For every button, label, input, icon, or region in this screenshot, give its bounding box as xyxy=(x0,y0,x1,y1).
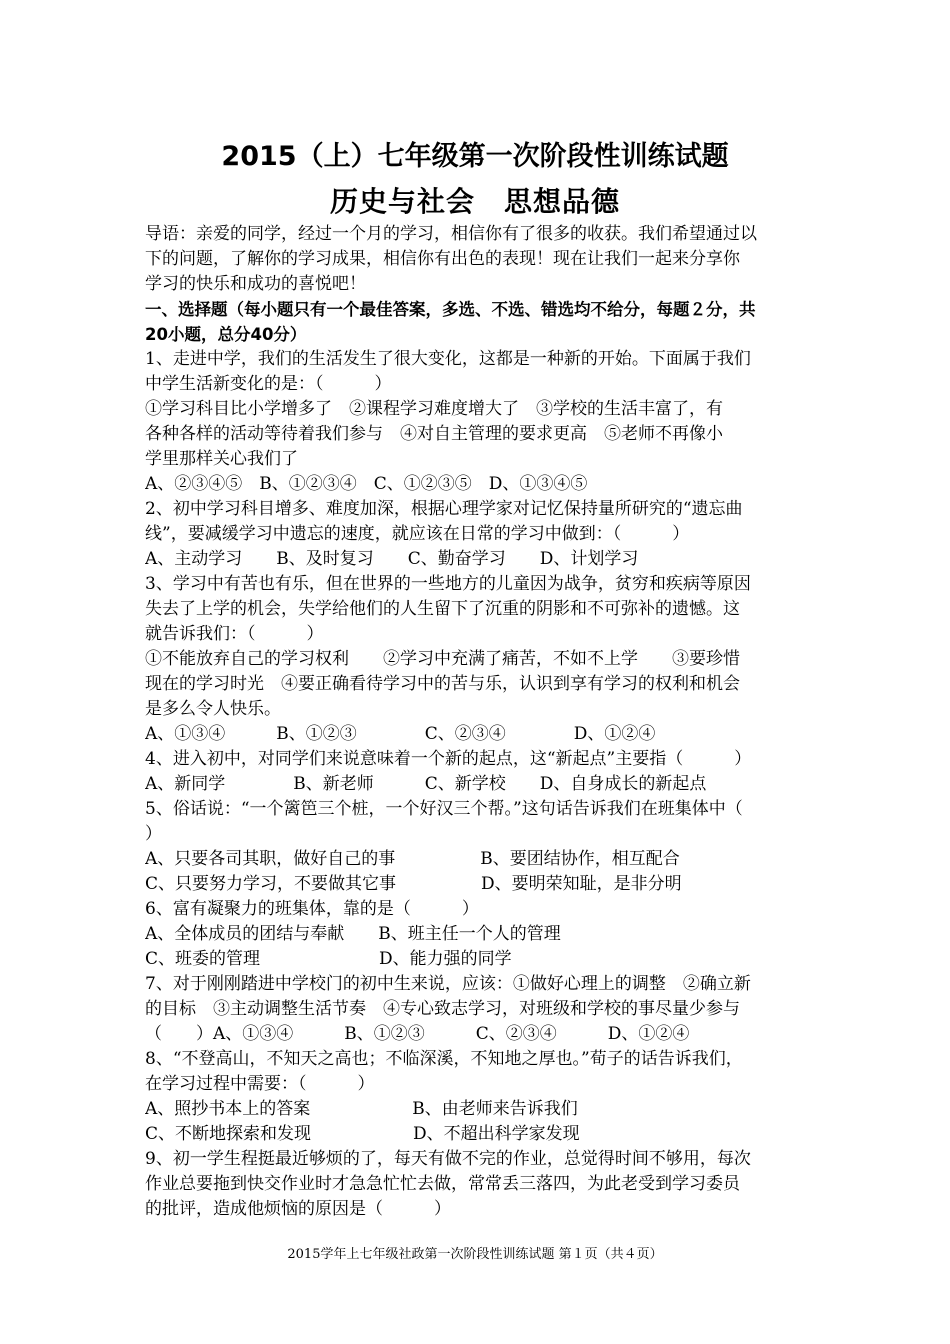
text-line: C、不断地探索和发现 D、不超出科学家发现 xyxy=(145,1124,580,1144)
text-line: 8、“不登高山，不知天之高也；不临深溪，不知地之厚也。”荀子的话告诉我们， xyxy=(145,1049,743,1069)
text-line: 4、进入初中，对同学们来说意味着一个新的起点，这“新起点”主要指（ ） xyxy=(145,749,752,769)
text-line: 5、俗话说：“一个篱笆三个桩，一个好汉三个帮。”这句话告诉我们在班集体中（ xyxy=(145,799,743,819)
text-line: （ ）A、①③④ B、①②③ C、②③④ D、①②④ xyxy=(145,1024,690,1044)
text-line: 在学习过程中需要：（ ） xyxy=(145,1074,375,1094)
text-line: A、只要各司其职，做好自己的事 B、要团结协作，相互配合 xyxy=(145,849,680,869)
text-line: A、②③④⑤ B、①②③④ C、①②③⑤ D、①③④⑤ xyxy=(145,474,588,494)
text-line: 各种各样的活动等待着我们参与 ④对自主管理的要求更高 ⑤老师不再像小 xyxy=(145,424,723,444)
text-line: ①不能放弃自己的学习权利 ②学习中充满了痛苦，不如不上学 ③要珍惜 xyxy=(145,649,740,669)
text-line: 的目标 ③主动调整生活节奏 ④专心致志学习，对班级和学校的事尽量少参与 xyxy=(145,999,740,1019)
exam-subtitle: 历史与社会 思想品德 xyxy=(329,185,620,218)
text-line: 1、走进中学，我们的生活发生了很大变化，这都是一种新的开始。下面属于我们 xyxy=(145,349,751,369)
text-line: A、全体成员的团结与奉献 B、班主任一个人的管理 xyxy=(145,924,561,944)
text-line: C、班委的管理 D、能力强的同学 xyxy=(145,949,512,969)
exam-title: 2015（上）七年级第一次阶段性训练试题 xyxy=(221,141,729,172)
text-line: 6、富有凝聚力的班集体，靠的是（ ） xyxy=(145,899,479,919)
text-line: ①学习科目比小学增多了 ②课程学习难度增大了 ③学校的生活丰富了，有 xyxy=(145,399,723,419)
text-line: A、照抄书本上的答案 B、由老师来告诉我们 xyxy=(145,1099,578,1119)
text-line: 2、初中学习科目增多、难度加深，根据心理学家对记忆保持量所研究的“遗忘曲 xyxy=(145,499,743,519)
text-line: 20小题，总分40分） xyxy=(145,325,307,344)
text-line: 是多么令人快乐。 xyxy=(145,699,281,719)
text-line: ） xyxy=(145,824,162,844)
exam-body xyxy=(145,222,810,1222)
text-line: 下的问题，了解你的学习成果，相信你有出色的表现！现在让我们一起来分享你 xyxy=(145,249,740,269)
page-footer: 2015学年上七年级社政第一次阶段性训练试题 第１页（共４页） xyxy=(287,1247,663,1262)
text-line: 一、选择题（每小题只有一个最佳答案，多选、不选、错选均不给分，每题２分，共 xyxy=(145,300,756,319)
text-line: A、①③④ B、①②③ C、②③④ D、①②④ xyxy=(145,724,656,744)
text-line: 学里那样关心我们了 xyxy=(145,449,298,469)
text-line: 的批评，造成他烦恼的原因是（ ） xyxy=(145,1199,451,1219)
text-line: 7、对于刚刚踏进中学校门的初中生来说，应该：①做好心理上的调整 ②确立新 xyxy=(145,974,751,994)
text-line: 学习的快乐和成功的喜悦吧！ xyxy=(145,274,366,294)
text-line: 就告诉我们：（ ） xyxy=(145,624,324,644)
text-line: 9、初一学生程挺最近够烦的了，每天有做不完的作业，总觉得时间不够用，每次 xyxy=(145,1149,751,1169)
text-line: 作业总要拖到快交作业时才急急忙忙去做，常常丢三落四，为此老受到学习委员 xyxy=(145,1174,740,1194)
text-line: 线”，要减缓学习中遗忘的速度，就应该在日常的学习中做到：（ ） xyxy=(145,524,690,544)
text-line: 中学生活新变化的是：（ ） xyxy=(145,374,392,394)
text-line: 失去了上学的机会，失学给他们的人生留下了沉重的阴影和不可弥补的遗憾。这 xyxy=(145,599,740,619)
text-line: 现在的学习时光 ④要正确看待学习中的苦与乐，认识到享有学习的权利和机会 xyxy=(145,674,740,694)
text-line: C、只要努力学习，不要做其它事 D、要明荣知耻，是非分明 xyxy=(145,874,682,894)
text-line: A、新同学 B、新老师 C、新学校 D、自身成长的新起点 xyxy=(145,774,707,794)
text-line: A、主动学习 B、及时复习 C、勤奋学习 D、计划学习 xyxy=(145,549,639,569)
text-line: 导语：亲爱的同学，经过一个月的学习，相信你有了很多的收获。我们希望通过以 xyxy=(145,224,757,244)
text-line: 3、学习中有苦也有乐，但在世界的一些地方的儿童因为战争，贫穷和疾病等原因 xyxy=(145,574,751,594)
